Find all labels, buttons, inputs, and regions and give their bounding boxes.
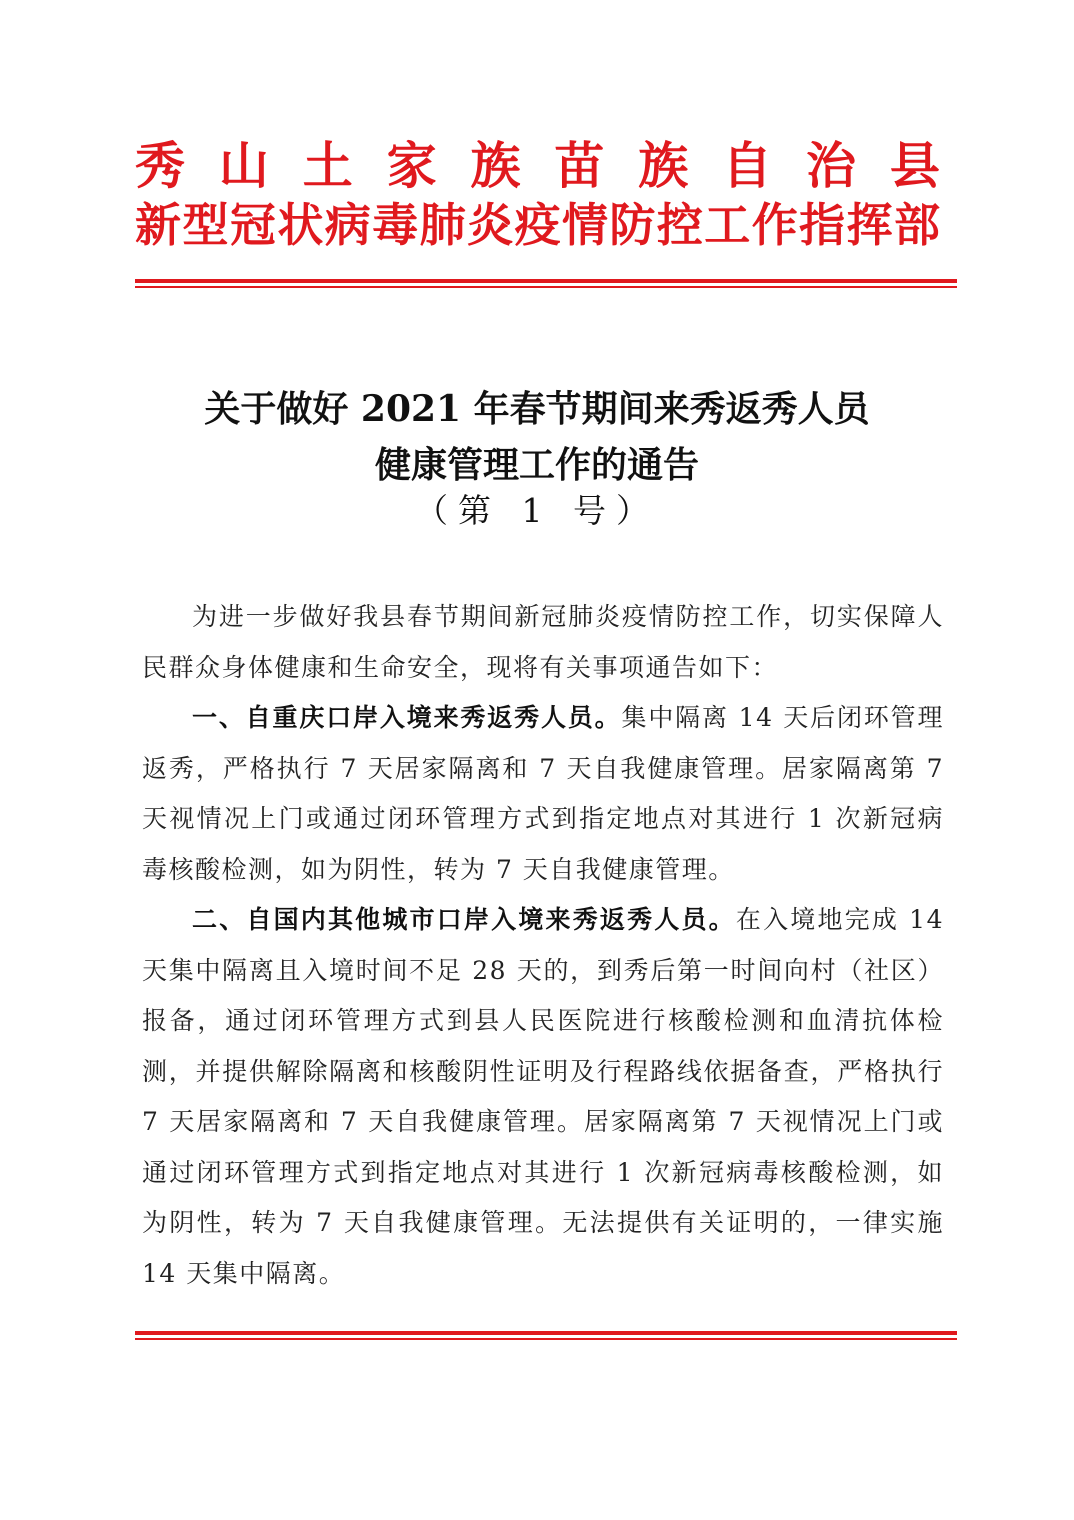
issuer-name-line1 — [135, 138, 940, 194]
section-heading-2: 二、自国内其他城市口岸入境来秀返秀人员。 — [192, 905, 736, 934]
issuer-char: 自 — [722, 137, 773, 195]
issuer-char: 族 — [638, 137, 689, 195]
notice-number: （第 1 号） — [415, 491, 659, 530]
footer-rule-thin — [135, 1338, 957, 1340]
issuer-char: 县 — [889, 137, 940, 195]
header-rule-thick — [135, 279, 957, 283]
section-text-1: 集中隔离 14 天后闭环管理返秀，严格执行 7 天居家隔离和 7 天自我健康管理。居家隔离第 7 天视情况上门或通过闭环管理方式到指定地点对其进行 1 次新冠病毒核酸检测，如为阴性，转为 7 天自我健康管理。 — [142, 703, 944, 884]
notice-body — [142, 592, 944, 1299]
header-rule-thin — [135, 286, 957, 288]
section-paragraph-2 — [142, 895, 944, 1299]
issuer-char: 苗 — [554, 137, 605, 195]
notice-title-line2: 健康管理工作的通告 — [374, 444, 699, 486]
issuer-char: 治 — [806, 137, 856, 195]
issuer-name-line2: 新型冠状病毒肺炎疫情防控工作指挥部 — [135, 198, 940, 252]
issuer-char: 家 — [386, 137, 437, 195]
notice-title-line1: 关于做好 2021 年春节期间来秀返秀人员 — [204, 388, 870, 430]
issuer-char: 山 — [218, 137, 269, 195]
section-paragraph-1 — [142, 693, 944, 895]
intro-paragraph: 为进一步做好我县春节期间新冠肺炎疫情防控工作，切实保障人民群众身体健康和生命安全，现将有关事项通告如下： — [142, 602, 944, 682]
section-heading-1: 一、自重庆口岸入境来秀返秀人员。 — [192, 703, 622, 732]
section-text-2: 在入境地完成 14 天集中隔离且入境时间不足 28 天的，到秀后第一时间向村（社区）报备，通过闭环管理方式到县人民医院进行核酸检测和血清抗体检测，并提供解除隔离和核酸阴性证明及行程路线依据备查，严格执行 7 天居家隔离和 7 天自我健康管理。居家隔离第 7 天视情况上门或通过闭环管理方式到指定地点对其进行 1 次新冠病毒核酸检测，如为阴性，转为 7 天自我健康管理。无法提供有关证明的，一律实施 14 天集中隔离。 — [142, 905, 944, 1288]
issuer-char: 族 — [470, 137, 521, 195]
issuer-char: 秀 — [135, 137, 185, 195]
footer-rule-thick — [135, 1331, 957, 1335]
issuer-char: 土 — [302, 137, 353, 195]
